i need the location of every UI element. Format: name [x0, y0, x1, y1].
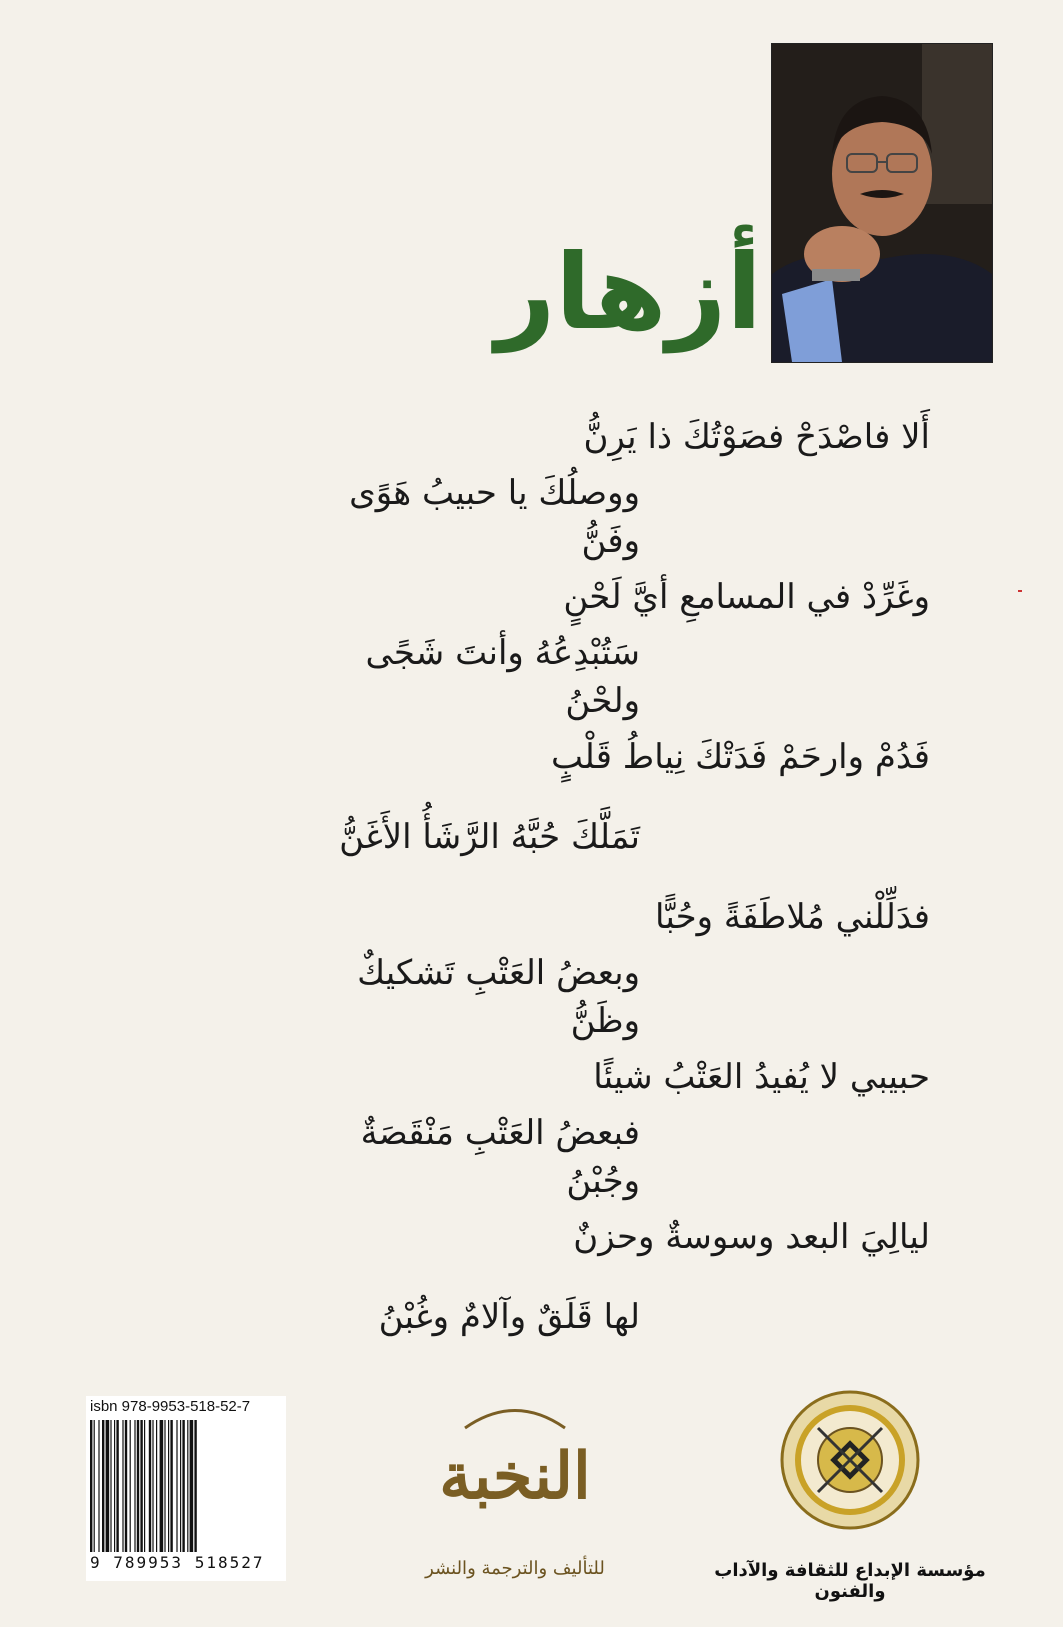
barcode-bar [137, 1420, 139, 1552]
barcode-bar [182, 1420, 184, 1552]
barcode-bar [102, 1420, 104, 1552]
verse-5: فَدُمْ وارحَمْ فَدَتْكَ نِياطُ قَلْبٍ [551, 737, 930, 778]
publisher-logo [425, 1388, 605, 1558]
verse-6: تَمَلَّكَ حُبَّهُ الرَّشَأُ الأَغَنُّ [339, 817, 640, 858]
barcode-bar [114, 1420, 115, 1552]
barcode-bar [180, 1420, 181, 1552]
verse-10: فبعضُ العَتْبِ مَنْقَصَةٌ وجُبْنُ [360, 1113, 640, 1201]
barcode-bar [190, 1420, 194, 1552]
barcode-bar [156, 1420, 157, 1552]
foundation-name: مؤسسة الإبداع للثقافة والآداب والفنون [714, 1560, 986, 1602]
barcode-bar [94, 1420, 95, 1552]
isbn-digits: 9 789953 518527 [90, 1553, 265, 1572]
verse-12: لها قَلَقٌ وآلامٌ وغُبْنُ [378, 1297, 640, 1338]
barcode-bar [130, 1420, 131, 1552]
isbn-label: isbn 978-9953-518-52-7 [90, 1398, 251, 1415]
author-photo [771, 43, 993, 363]
barcode-bar [144, 1420, 145, 1552]
barcode-icon [90, 1420, 286, 1552]
barcode-bar [110, 1420, 111, 1552]
barcode-bar [116, 1420, 118, 1552]
barcode-bar [122, 1420, 123, 1552]
verse-7: فدَلِّلْني مُلاطَفَةً وحُبًّا [655, 897, 930, 938]
barcode-bar [149, 1420, 151, 1552]
print-speck [1018, 590, 1022, 592]
barcode-bar [98, 1420, 99, 1552]
barcode-bar [140, 1420, 142, 1552]
publisher-tagline: للتأليف والترجمة والنشر [425, 1558, 605, 1579]
verse-2: ووصلُكَ يا حبيبُ هَوًى وفَنُّ [349, 473, 640, 561]
barcode-bar [187, 1420, 188, 1552]
poem [300, 398, 940, 1358]
barcode-bar [134, 1420, 135, 1552]
foundation-seal-icon [778, 1388, 922, 1532]
barcode-bar [194, 1420, 196, 1552]
verse-4: سَتُبْدِعُهُ وأنتَ شَجًى ولحْنُ [365, 633, 640, 721]
barcode-bar [125, 1420, 127, 1552]
verse-3: وغَرِّدْ في المسامعِ أيَّ لَحْنٍ [563, 577, 930, 618]
barcode-bar [106, 1420, 110, 1552]
barcode-bar [160, 1420, 164, 1552]
barcode-bar [152, 1420, 153, 1552]
publisher-logo-text: النخبة [439, 1439, 591, 1514]
barcode-bar [176, 1420, 177, 1552]
barcode-bar [168, 1420, 169, 1552]
verse-9: حبيبي لا يُفيدُ العَتْبُ شيئًا [593, 1057, 930, 1098]
barcode-bar [90, 1420, 92, 1552]
book-title: أزهار [495, 231, 762, 353]
barcode-bar [170, 1420, 172, 1552]
barcode-bar [164, 1420, 165, 1552]
verse-1: أَلا فاصْدَحْ فصَوْتُكَ ذا يَرِنُّ [583, 417, 930, 458]
author-portrait-image [772, 44, 992, 362]
verse-11: ليالِيَ البعد وسوسةٌ وحزنٌ [573, 1217, 930, 1258]
verse-8: وبعضُ العَتْبِ تَشكيكٌ وظَنُّ [357, 953, 640, 1041]
